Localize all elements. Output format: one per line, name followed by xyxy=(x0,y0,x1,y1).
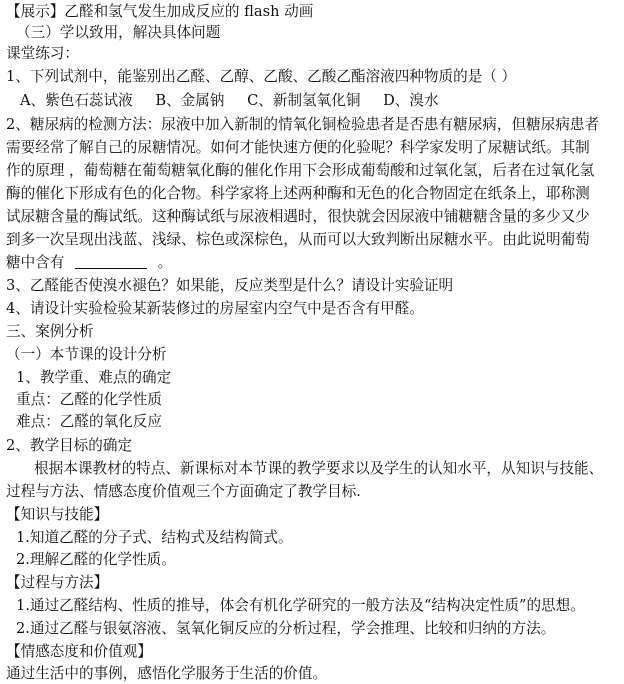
text-line-teaching-goals-heading: 2、教学目标的确定 xyxy=(6,437,133,454)
text-line-question-4: 4、请设计实验检验某新装修过的房屋室内空气中是否含有甲醛。 xyxy=(6,300,424,317)
text-line-question-1: 1、下列试剂中，能鉴别出乙醛、乙醇、乙酸、乙酸乙酯溶液四种物质的是（ ） xyxy=(6,68,517,85)
option-d: D、溴水 xyxy=(383,92,439,109)
text-glucose-contains: 糖中含有 xyxy=(6,254,65,271)
text-line-knowledge-2: 2.理解乙醛的化学性质。 xyxy=(16,551,176,568)
section-attitude-values: 【情感态度和价值观】 xyxy=(6,643,152,660)
text-line-values: 通过生活中的事例，感悟化学服务于生活的价值。 xyxy=(6,665,328,682)
section-process-methods: 【过程与方法】 xyxy=(6,574,109,591)
text-line-question-2-g xyxy=(6,253,172,273)
text-period: 。 xyxy=(157,254,173,271)
text-line-key-point: 重点：乙醛的化学性质 xyxy=(16,391,162,408)
text-line-question-3: 3、乙醛能否使溴水褪色？如果能，反应类型是什么？请设计实验证明 xyxy=(6,277,454,294)
section-knowledge-skills: 【知识与技能】 xyxy=(6,506,109,523)
text-line-teaching-goals-a: 根据本课教材的特点、新课标对本节课的教学要求以及学生的认知水平，从知识与技能、 xyxy=(34,460,604,477)
answer-blank xyxy=(75,254,147,269)
text-line-key-points-heading: 1、教学重、难点的确定 xyxy=(16,369,172,386)
text-line-question-2-e: 试尿糖含量的酶试纸。这种酶试纸与尿液相遇时，很快就会因尿液中铺糖糖含量的多少又少 xyxy=(6,208,590,225)
text-line-question-2-c: 作的原理 ，葡萄糖在葡萄糖氧化酶的催化作用下会形成葡萄酸和过氧化氢，后者在过氧化氢 xyxy=(6,162,595,179)
section-heading-case-analysis: 三、案例分析 xyxy=(6,323,94,340)
text-line-knowledge-1: 1.知道乙醛的分子式、结构式及结构简式。 xyxy=(16,529,293,546)
text-line-process-1: 1.通过乙醛结构、性质的推导，体会有机化学研究的一般方法及“结构决定性质”的思想。 xyxy=(16,597,585,614)
option-b: B、金属钠 xyxy=(155,92,225,109)
subsection-heading-design-analysis: （一）本节课的设计分析 xyxy=(6,346,167,363)
option-a: A、紫色石蕊试液 xyxy=(20,92,133,109)
question-1-options xyxy=(20,91,457,111)
text-line-process-2: 2.通过乙醛与银氨溶液、氢氧化铜反应的分析过程，学会推理、比较和归纳的方法。 xyxy=(16,620,556,637)
option-c: C、新制氢氧化铜 xyxy=(247,92,361,109)
text-line-showcase: 【展示】乙醛和氢气发生加成反应的 flash 动画 xyxy=(6,3,314,20)
text-line-section-three: （三）学以致用，解决具体问题 xyxy=(16,24,221,41)
text-line-teaching-goals-b: 过程与方法、情感态度价值观三个方面确定了教学目标. xyxy=(6,483,361,500)
text-line-question-2-b: 需要经常了解自己的尿糖情况。如何才能快速方便的化验呢？科学家发明了尿糖试纸。其制 xyxy=(6,139,590,156)
text-line-difficult-point: 难点：乙醛的氧化反应 xyxy=(16,413,162,430)
text-line-question-2-f: 到多一次呈现出浅蓝、浅绿、棕色或深棕色，从而可以大致判断出尿糖水平。由此说明葡萄 xyxy=(6,231,590,248)
text-line-classroom-practice: 课堂练习： xyxy=(6,45,79,62)
text-line-question-2-d: 酶的催化下形成有色的化合物。科学家将上述两种酶和无色的化合物固定在纸条上，耶称测 xyxy=(6,185,590,202)
text-line-question-2-a: 2、糖尿病的检测方法：尿液中加入新制的情氧化铜检验患者是否患有糖尿病，但糖尿病患者 xyxy=(6,116,600,133)
